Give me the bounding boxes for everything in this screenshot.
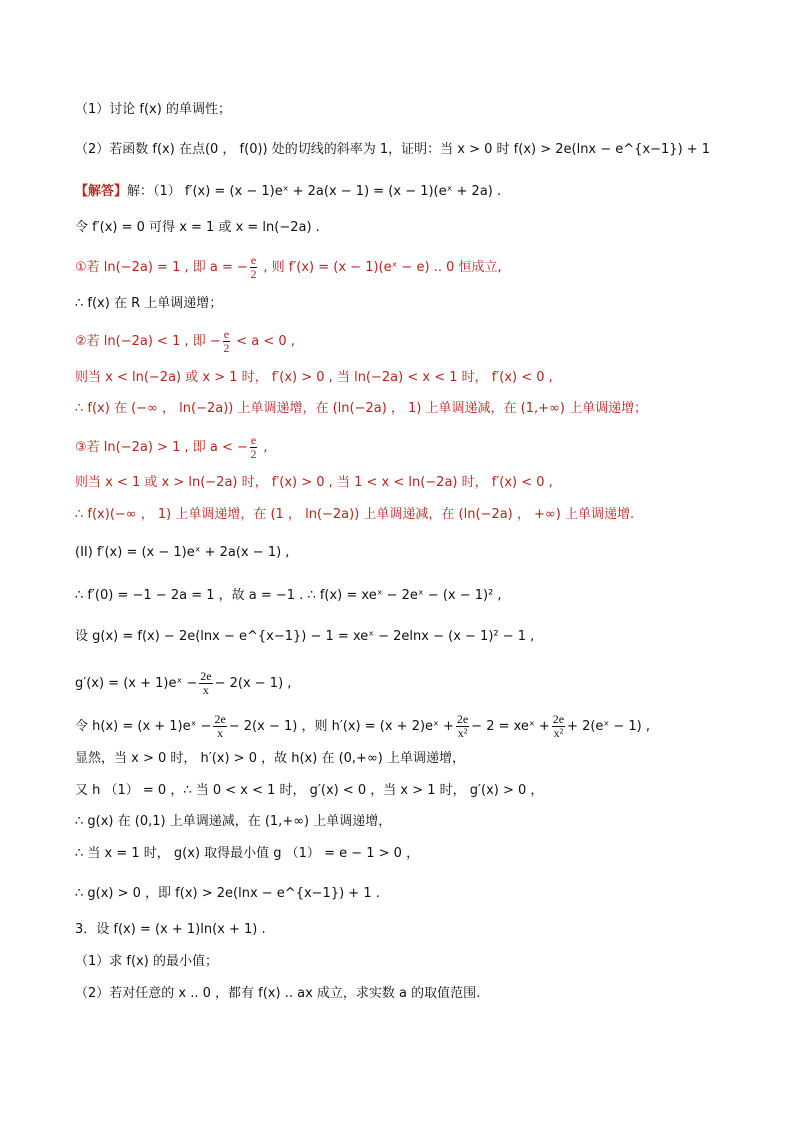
fraction-e-over-2 xyxy=(223,328,230,355)
case-3-text-b: , xyxy=(259,440,268,455)
fraction-numerator: e xyxy=(250,433,257,447)
q3-line-1: 3．设 f(x) = (x + 1)ln(x + 1) . xyxy=(75,922,266,937)
solution-line-1: 解：（1） f′(x) = (x − 1)eˣ + 2a(x − 1) = (x − 1)(eˣ + 2a) . xyxy=(127,184,502,199)
solution-heading-line xyxy=(75,184,501,200)
solution-case-2 xyxy=(75,328,295,355)
solution-line-9: 则当 x < 1 或 x > ln(−2a) 时， f′(x) > 0 , 当 1 < x < ln(−2a) 时， f′(x) < 0 , xyxy=(75,475,553,490)
solution-line-20: ∴ g(x) > 0 ，即 f(x) > 2e(lnx − e^{x−1}) + 1 . xyxy=(75,886,380,901)
solution-line-6: 则当 x < ln(−2a) 或 x > 1 时， f′(x) > 0 , 当 ln(−2a) < x < 1 时， f′(x) < 0 , xyxy=(75,370,553,385)
solution-line-16: 显然，当 x > 0 时， h′(x) > 0 ，故 h(x) 在 (0,+∞) 上单调递增， xyxy=(75,751,465,766)
fraction-denominator: x² xyxy=(553,726,564,740)
fraction-numerator: 2e xyxy=(552,712,565,726)
solution-line-15 xyxy=(75,713,650,740)
solution-line-4: ∴ f(x) 在 R 上单调递增； xyxy=(75,296,223,311)
fraction-2e-over-x-squared xyxy=(552,713,565,740)
fraction-numerator: e xyxy=(223,327,230,341)
fraction-denominator: 2 xyxy=(250,447,257,461)
solution-case-3 xyxy=(75,434,267,461)
solution-case-1 xyxy=(75,254,502,281)
q3-line-2: （1）求 f(x) 的最小值； xyxy=(75,954,218,969)
solution-line-7: ∴ f(x) 在 (−∞ ， ln(−2a)) 上单调递增，在 (ln(−2a) ， 1) 上单调递减，在 (1,+∞) 上单调递增； xyxy=(75,401,648,416)
fraction-denominator: x xyxy=(202,683,209,697)
fraction-denominator: x xyxy=(217,726,224,740)
fraction-denominator: x² xyxy=(457,726,468,740)
fraction-numerator: e xyxy=(250,253,257,267)
solution-line-2: 令 f′(x) = 0 可得 x = 1 或 x = ln(−2a) . xyxy=(75,220,320,235)
line-14-text-b: − 2(x − 1) , xyxy=(214,676,292,691)
fraction-2e-over-x xyxy=(213,713,226,740)
solution-line-12: ∴ f′(0) = −1 − 2a = 1 ，故 a = −1 . ∴ f(x) = xeˣ − 2eˣ − (x − 1)² , xyxy=(75,588,502,603)
case-3-text-a: ③若 ln(−2a) > 1 , 即 a < − xyxy=(75,440,248,455)
fraction-2e-over-x xyxy=(199,670,212,697)
q2-part2: （2）若函数 f(x) 在点(0 ， f(0)) 处的切线的斜率为 1，证明：当 x > 0 时 f(x) > 2e(lnx − e^{x−1}) + 1 xyxy=(75,142,711,157)
fraction-numerator: 2e xyxy=(214,712,226,726)
solution-line-13: 设 g(x) = f(x) − 2e(lnx − e^{x−1}) − 1 = xeˣ − 2elnx − (x − 1)² − 1 , xyxy=(75,629,535,644)
solution-line-11: (II) f′(x) = (x − 1)eˣ + 2a(x − 1) , xyxy=(75,545,290,560)
fraction-e-over-2 xyxy=(250,254,257,281)
solution-line-19: ∴ 当 x = 1 时， g(x) 取得最小值 g （1） = e − 1 > 0 ， xyxy=(75,846,420,861)
case-2-text-b: < a < 0 , xyxy=(232,334,295,349)
fraction-numerator: 2e xyxy=(456,712,469,726)
fraction-2e-over-x-squared xyxy=(456,713,469,740)
solution-line-18: ∴ g(x) 在 (0,1) 上单调递减，在 (1,+∞) 上单调递增， xyxy=(75,814,392,829)
fraction-denominator: 2 xyxy=(223,341,230,355)
case-2-text-a: ②若 ln(−2a) < 1 , 即 − xyxy=(75,334,221,349)
solution-line-17: 又 h （1） = 0 ，∴ 当 0 < x < 1 时， g′(x) < 0 ，当 x > 1 时， g′(x) > 0 ， xyxy=(75,783,544,798)
q3-line-3: （2）若对任意的 x .. 0 ，都有 f(x) .. ax 成立，求实数 a 的取值范围. xyxy=(75,986,481,1001)
fraction-denominator: 2 xyxy=(250,267,257,281)
line-14-text-a: g′(x) = (x + 1)eˣ − xyxy=(75,676,198,691)
q2-part1: （1）讨论 f(x) 的单调性； xyxy=(75,102,231,117)
line-15-text-d: + 2(eˣ − 1) , xyxy=(567,719,650,734)
line-15-text-c: − 2 = xeˣ + xyxy=(471,719,550,734)
case-1-text-b: , 则 f′(x) = (x − 1)(eˣ − e) .. 0 恒成立, xyxy=(259,260,502,275)
solution-line-10: ∴ f(x)(−∞ ， 1) 上单调递增，在 (1 ， ln(−2a)) 上单调递减，在 (ln(−2a) ， +∞) 上单调递增. xyxy=(75,507,635,522)
line-15-text-b: − 2(x − 1) ，则 h′(x) = (x + 2)eˣ + xyxy=(228,719,454,734)
solution-line-14 xyxy=(75,670,291,697)
answer-label: 【解答】 xyxy=(75,184,128,199)
case-1-text-a: ①若 ln(−2a) = 1 , 即 a = − xyxy=(75,260,248,275)
fraction-numerator: 2e xyxy=(200,669,212,683)
line-15-text-a: 令 h(x) = (x + 1)eˣ − xyxy=(75,719,212,734)
fraction-e-over-2 xyxy=(250,434,257,461)
